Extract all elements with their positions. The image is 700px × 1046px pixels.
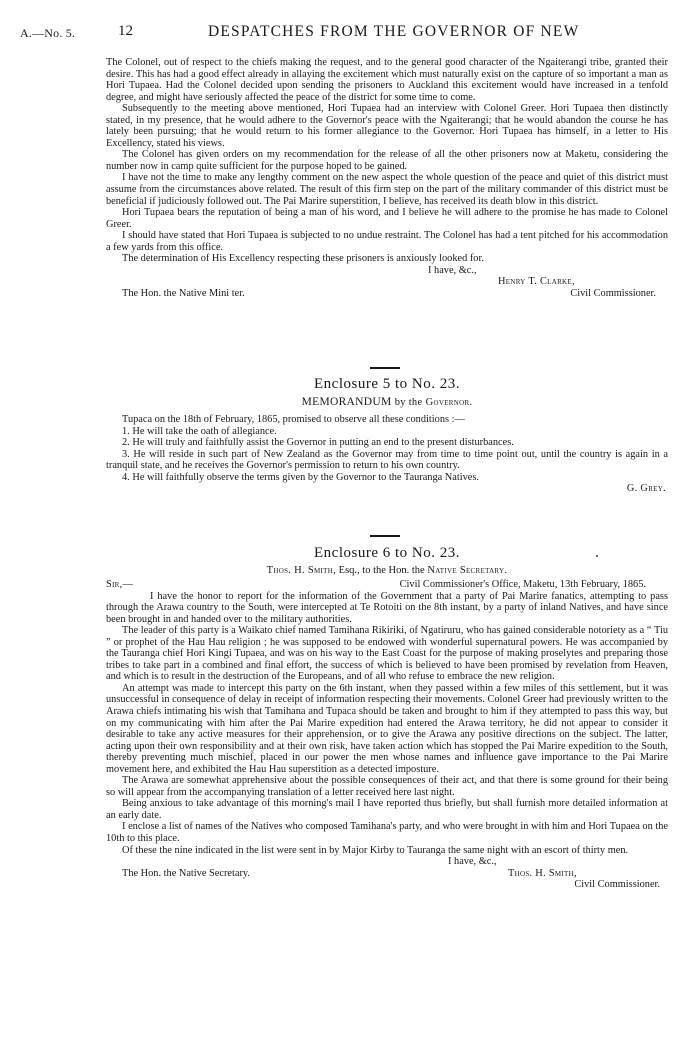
addressee-row bbox=[106, 868, 668, 880]
section-divider bbox=[370, 535, 400, 537]
closing: I have, &c., bbox=[428, 264, 477, 276]
sender: Thos. H. Smith, bbox=[266, 565, 337, 576]
document-reference: A.—No. 5. bbox=[20, 26, 76, 40]
condition-item: 4. He will faithfully observe the terms given by the Governor to the Tauranga Natives. bbox=[122, 471, 479, 483]
salutation-row bbox=[106, 579, 668, 591]
paragraph: An attempt was made to intercept this party on the 6th instant, when they passed within a few miles of this settlement, but it was unsuccessful in consequence of delay in receipt of information respecting their movements. Colonel Greer had previously written to the Arawa chiefs intimating his wish that Tamihana and Tupaca should be taken and brought to him if they attempted to pass this way, but on my communicating with him after the Pai Marire expedition had entered the Arawa territory, he did not appear to consider it desirable to take any active measures for their apprehension, or to give the Arawa any positive directions on the subject. The latter, acting upon their own responsibility and at their own risk, have taken action which has stopped the Pai Marire expedition to the South, thereby preventing much mischief, placed in our power the men whose names and influence gave importance to the Pai Marire movement here, and exhibited the Hau Hau superstition as a detected imposture. bbox=[106, 682, 668, 775]
subheading-text: Esq., to the Hon. the bbox=[338, 565, 425, 576]
dateline: Civil Commissioner's Office, Maketu, 13th February, 1865. bbox=[399, 579, 646, 590]
salutation: Sir,— bbox=[106, 579, 134, 590]
enclosure-5 bbox=[106, 375, 668, 495]
page-number: 12 bbox=[118, 23, 133, 39]
memorandum-intro: Tupaca on the 18th of February, 1865, promised to observe all these conditions :— bbox=[122, 414, 465, 425]
print-speck bbox=[596, 555, 598, 557]
addressee: The Hon. the Native Secretary. bbox=[122, 867, 250, 879]
signatory-title: Civil Commissioner. bbox=[570, 287, 656, 299]
signature: G. Grey. bbox=[626, 483, 666, 495]
letter-continuation bbox=[106, 57, 668, 299]
signature: Henry T. Clarke, bbox=[498, 276, 575, 288]
paragraph: I have the honor to report for the information of the Government that a party of Pai Marire fanatics, attempting to pass through the Arawa country to the South, were intercepted at Te Rotoiti on the 8th instant, by a party of inland Natives, and have since been brought in and handed over to the military authorities. bbox=[106, 590, 668, 625]
paragraph: The determination of His Excellency respecting these prisoners is anxiously looked for. bbox=[122, 253, 484, 265]
memorandum-author: Governor. bbox=[425, 397, 473, 408]
paragraph: Hori Tupaea bears the reputation of being a man of his word, and I believe he will adhere to the promise he has made to Colonel Greer. bbox=[106, 207, 668, 230]
signature: Thos. H. Smith, bbox=[508, 867, 577, 879]
running-title: DESPATCHES FROM THE GOVERNOR OF NEW bbox=[208, 23, 580, 40]
paragraph: Subsequently to the meeting above mentioned, Hori Tupaea had an interview with Colonel Greer. Hori Tupaea then distinctly stated, in my presence, that he would adhere to the Governor's peace with the Ngaiterangi; that he would abandon the course he has lately been pursuing; that he would return to his former allegiance to the Governor. Hori Tupaea has himself, in a letter to His Excellency, stated his views. bbox=[106, 103, 668, 149]
paragraph: The Colonel has given orders on my recommendation for the release of all the other prisoners now at Maketu, considering the number now in camp quite sufficient for the purpose hoped to be gained. bbox=[106, 149, 668, 172]
enclosure-heading: Enclosure 6 to No. 23. bbox=[314, 545, 460, 561]
paragraph: I enclose a list of names of the Natives who composed Tamihana's party, and who were brought in with him and Hori Tupaea on the 10th to this place. bbox=[106, 821, 668, 845]
signatory-title-row bbox=[106, 879, 668, 891]
enclosure-heading: Enclosure 5 to No. 23. bbox=[314, 376, 460, 392]
page-header bbox=[20, 23, 680, 46]
memorandum-title bbox=[106, 395, 668, 410]
paragraph: The Colonel, out of respect to the chiefs making the request, and to the general good character of the Ngaiterangi tribe, granted their desire. This has had a good effect already in allaying the excitement which must naturally exist on the capture of so important a man as Hori Tupaea. Had the Colonel decided upon sending the prisoners to Auckland this excitement would have increased in a tenfold degree, and might have seriously affected the peace of the district for some time to come. bbox=[106, 57, 668, 103]
letter-subheading bbox=[106, 565, 668, 577]
enclosure-6 bbox=[106, 544, 668, 891]
memorandum-by: by the bbox=[394, 397, 423, 408]
section-divider bbox=[370, 367, 400, 369]
paragraph: The Arawa are somewhat apprehensive about the possible consequences of their act, and that there is some ground for their being so will appear from the accompanying translation of a letter received here last night. bbox=[106, 775, 668, 798]
signature-row bbox=[106, 276, 668, 288]
paragraph: Being anxious to take advantage of this morning's mail I have reported thus briefly, but shall furnish more detailed information at an early date. bbox=[106, 798, 668, 821]
closing-row bbox=[106, 856, 668, 868]
recipient: Native Secretary. bbox=[427, 565, 508, 576]
paragraph: I should have stated that Hori Tupaea is subjected to no undue restraint. The Colonel has had a tent pitched for his accommodation a few yards from this office. bbox=[106, 230, 668, 253]
closing: I have, &c., bbox=[448, 856, 497, 868]
condition-item: 1. He will take the oath of allegiance. bbox=[122, 425, 277, 437]
paragraph: Of these the nine indicated in the list were sent in by Major Kirby to Tauranga the same night with an escort of thirty men. bbox=[122, 844, 629, 856]
addressee-row bbox=[106, 288, 668, 300]
memorandum-label: MEMORANDUM bbox=[301, 396, 392, 408]
condition-item: 2. He will truly and faithfully assist the Governor in putting an end to the present disturbances. bbox=[122, 437, 514, 449]
paragraph: I have not the time to make any lengthy comment on the new aspect the whole question of the peace and quiet of this district must assume from the circumstances above related. The result of this firm step on the part of the military commander of this district must be beneficial if judiciously followed out. The Pai Marire superstition, I believe, has received its death blow in this district. bbox=[106, 172, 668, 207]
signature-row bbox=[106, 483, 668, 495]
closing-row bbox=[106, 265, 668, 277]
condition-item: 3. He will reside in such part of New Zealand as the Governor may from time to time point out, until the country is again in a tranquil state, and he receives the Governor's permission to return to his own country. bbox=[106, 448, 668, 472]
addressee: The Hon. the Native Mini ter. bbox=[122, 287, 245, 299]
signatory-title: Civil Commissioner. bbox=[574, 879, 660, 891]
paragraph: The leader of this party is a Waikato chief named Tamihana Rikiriki, of Ngatiruru, who has gained considerable notoriety as a “ Tiu ” or prophet of the Hau Hau religion ; he was supposed to be endowed with wonderful supernatural powers. He was accompanied by the Tauranga chief Hori Kingi Tupaea, and was on his way to the East Coast for the purpose of making proselytes and preparing those tribes to take part in a combined and final effort, the success of which is believed to have been promised by revelation from Heaven, and which is to result in the destruction of the Europeans, and of all who refuse to embrace the new religion. bbox=[106, 625, 668, 683]
